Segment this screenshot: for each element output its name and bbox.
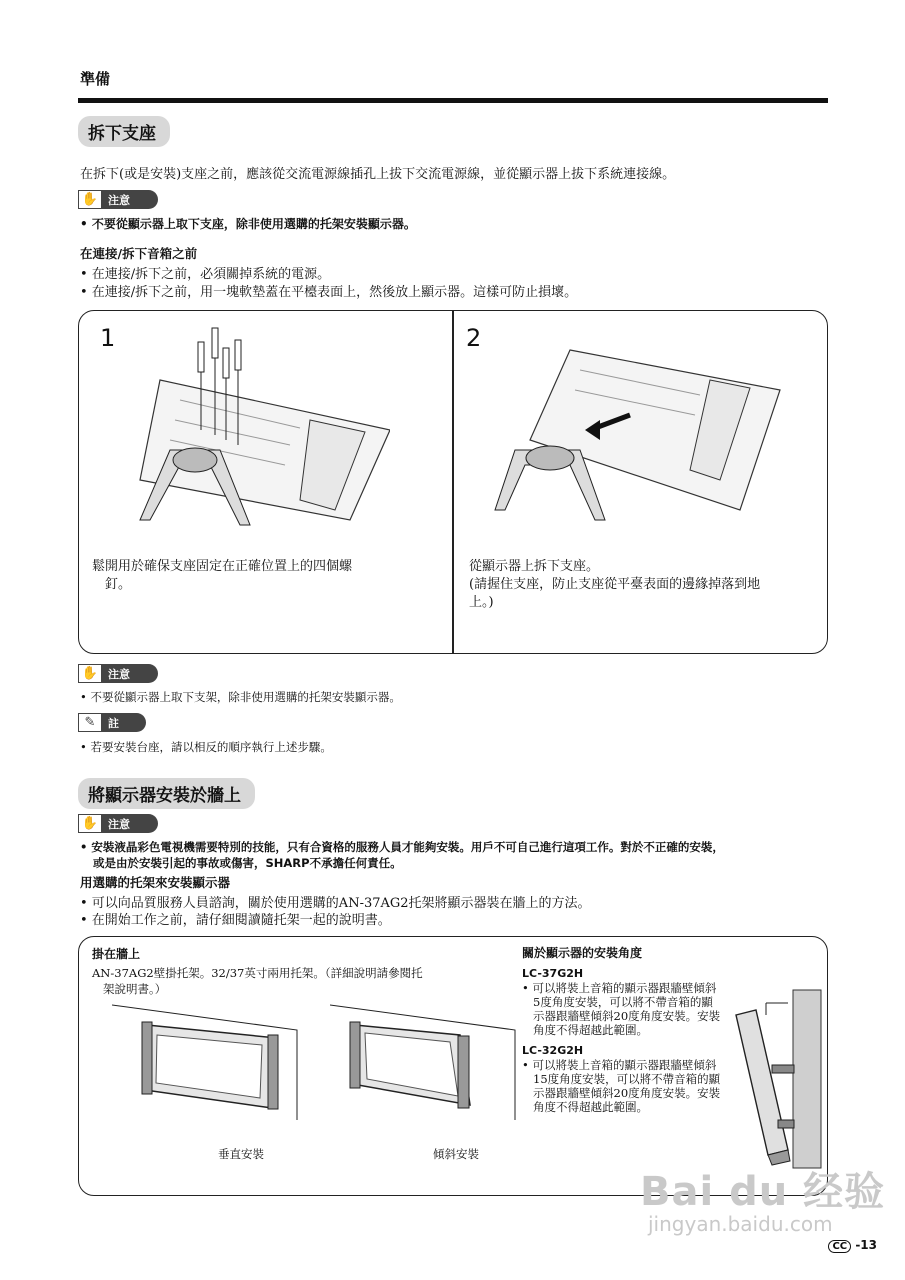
step2-text-line1: 從顯示器上拆下支座。 — [469, 559, 600, 574]
hand-stop-icon: ✋ — [78, 190, 102, 209]
wall-caution-line2: 或是由於安裝引起的事故或傷害，SHARP不承擔任何責任。 — [93, 856, 402, 870]
wall-heading: 掛在牆上 — [92, 947, 141, 961]
model1-line: • 可以將裝上音箱的顯示器跟牆壁傾斜 — [522, 981, 717, 995]
remove-screws-illustration — [120, 320, 390, 540]
language-badge: CC — [828, 1240, 851, 1253]
tilt-angle-illustration — [728, 985, 823, 1170]
bullet-item: • 可以向品質服務人員諮詢，關於使用選購的AN-37AG2托架將顯示器裝在牆上的方法。 — [80, 896, 591, 911]
sub-heading-bracket: 用選購的托架來安裝顯示器 — [80, 875, 231, 890]
pencil-icon: ✎ — [78, 713, 102, 732]
tilt-mount-label: 傾斜安裝 — [433, 1147, 479, 1161]
caution-badge: ✋ 注意 — [78, 190, 158, 209]
note-badge: ✎ 註 — [78, 713, 146, 732]
page-header-title: 準備 — [80, 70, 111, 88]
section-title-remove-stand: 拆下支座 — [78, 116, 170, 147]
detach-stand-illustration — [490, 330, 790, 540]
step1-text-line2: 釘。 — [105, 577, 132, 592]
note-text: • 若要安裝台座，請以相反的順序執行上述步驟。 — [80, 740, 332, 754]
hand-stop-icon: ✋ — [78, 814, 102, 833]
model1-line: 示器跟牆壁傾斜20度角度安裝。安裝 — [533, 1009, 721, 1023]
caution-badge: ✋ 注意 — [78, 814, 158, 833]
model2-line: 示器跟牆壁傾斜20度角度安裝。安裝 — [533, 1086, 721, 1100]
model-name: LC-32G2H — [522, 1044, 584, 1057]
tilt-mount-illustration — [330, 1000, 520, 1125]
bullet-item: • 在開始工作之前，請仔細閱讀隨托架一起的說明書。 — [80, 913, 391, 928]
header-rule — [78, 98, 828, 103]
model2-line: 15度角度安裝，可以將不帶音箱的顯 — [533, 1072, 721, 1086]
caution-text: • 不要從顯示器上取下支座，除非使用選購的托架安裝顯示器。 — [80, 217, 416, 231]
caution-badge: ✋ 注意 — [78, 664, 158, 683]
caution2-text: • 不要從顯示器上取下支架，除非使用選購的托架安裝顯示器。 — [80, 690, 401, 704]
hand-stop-icon: ✋ — [78, 664, 102, 683]
step1-text-line1: 鬆開用於確保支座固定在正確位置上的四個螺 — [92, 559, 353, 574]
steps-divider — [452, 310, 454, 654]
step2-text-line2: (請握住支座，防止支座從平臺表面的邊緣掉落到地 — [469, 577, 761, 592]
section1-intro: 在拆下(或是安裝)支座之前，應該從交流電源線插孔上拔下交流電源線，並從顯示器上拔下系統連接線。 — [80, 167, 676, 182]
model2-line: • 可以將裝上音箱的顯示器跟牆壁傾斜 — [522, 1058, 717, 1072]
section-title-wall-mount: 將顯示器安裝於牆上 — [78, 778, 255, 809]
step2-text-line3: 上。) — [469, 595, 494, 610]
angle-heading: 關於顯示器的安裝角度 — [522, 946, 643, 960]
page-number: CC -13 — [828, 1238, 877, 1253]
bullet-item: • 在連接/拆下之前，用一塊軟墊蓋在平檯表面上，然後放上顯示器。這樣可防止損壞。 — [80, 285, 578, 300]
wall-caution-line1: • 安裝液晶彩色電視機需要特別的技能，只有合資格的服務人員才能夠安裝。用戶不可自己進行這項工作。對於不正確的安裝， — [80, 840, 724, 854]
vertical-mount-illustration — [112, 1000, 302, 1125]
step-number: 1 — [100, 324, 116, 352]
baidu-watermark-url: jingyan.baidu.com — [648, 1212, 833, 1236]
bullet-item: • 在連接/拆下之前，必須關掉系統的電源。 — [80, 267, 331, 282]
wall-desc-line2: 架說明書。） — [103, 982, 167, 996]
model1-line: 5度角度安裝，可以將不帶音箱的顯 — [533, 995, 713, 1009]
model1-line: 角度不得超越此範圍。 — [533, 1023, 648, 1037]
wall-desc-line1: AN-37AG2壁掛托架。32/37英寸兩用托架。（詳細說明請參閱托 — [92, 966, 423, 980]
model-name: LC-37G2H — [522, 967, 584, 980]
vertical-mount-label: 垂直安裝 — [218, 1147, 264, 1161]
step-number: 2 — [466, 324, 482, 352]
sub-heading-speaker: 在連接/拆下音箱之前 — [80, 246, 198, 261]
model2-line: 角度不得超越此範圍。 — [533, 1100, 648, 1114]
baidu-watermark-logo: Bai du 经验 — [640, 1169, 886, 1215]
